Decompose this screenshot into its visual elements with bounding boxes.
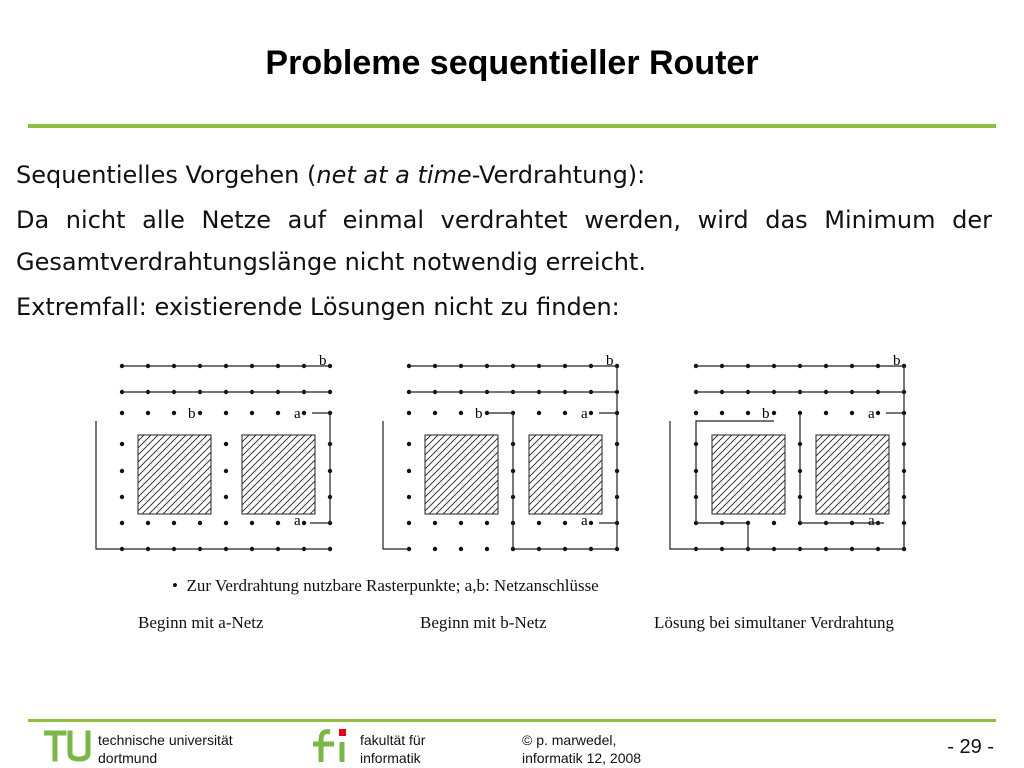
grid-dot — [537, 521, 541, 525]
paragraph-minimum: Da nicht alle Netze auf einmal verdrahtet werden, wird das Minimum der Gesamtverdrahtungslänge nicht notwendig erreicht. — [16, 206, 992, 276]
footer-faculty-line2: informatik — [360, 750, 421, 766]
grid-dot — [276, 521, 280, 525]
footer-university-line1: technische universität — [98, 732, 233, 748]
footer-author-line2: informatik 12, 2008 — [522, 750, 642, 766]
grid-dot — [459, 411, 463, 415]
legend-bullet: • — [172, 576, 178, 595]
grid-dot — [563, 411, 567, 415]
title-divider — [28, 124, 996, 128]
grid-dot — [407, 411, 411, 415]
page-title: Probleme sequentieller Router — [265, 44, 759, 82]
grid-dot — [407, 521, 411, 525]
grid-dot — [772, 411, 776, 415]
footer-divider — [28, 719, 996, 722]
grid-dot — [224, 521, 228, 525]
pin-label-b-mid: b — [188, 406, 196, 422]
pin-label-b-mid: b — [475, 406, 483, 422]
grid-dot — [250, 411, 254, 415]
grid-dot — [146, 521, 150, 525]
blocked-cell-left — [712, 435, 785, 514]
grid-dot — [407, 442, 411, 446]
grid-dot — [563, 521, 567, 525]
grid-dot — [824, 411, 828, 415]
grid-dot — [433, 521, 437, 525]
grid-dot — [120, 495, 124, 499]
grid-dot — [433, 411, 437, 415]
grid-dot — [746, 411, 750, 415]
grid-dot — [172, 521, 176, 525]
paragraph-sequential-italic: net at a time — [316, 161, 472, 189]
grid-dot — [302, 521, 306, 525]
tu-logo-icon — [44, 727, 92, 763]
paragraph-sequential — [16, 155, 992, 195]
grid-dot — [198, 411, 202, 415]
routing-figure — [80, 345, 940, 575]
pin-label-a-low: a — [868, 513, 875, 529]
caption-a-net-first: Beginn mit a-Netz — [138, 613, 264, 632]
pin-label-b-top: b — [606, 353, 614, 369]
pin-label-a-low: a — [581, 513, 588, 529]
grid-dot — [459, 521, 463, 525]
grid-dot — [120, 521, 124, 525]
grid-dot — [224, 442, 228, 446]
grid-dot — [537, 411, 541, 415]
paragraph-sequential-suffix: -Verdrahtung): — [471, 161, 646, 189]
pin-label-a-mid: a — [294, 406, 301, 422]
pin-label-a-mid: a — [868, 406, 875, 422]
paragraph-extreme-case: Extremfall: existierende Lösungen nicht zu finden: — [16, 293, 620, 321]
grid-dot — [120, 411, 124, 415]
figure-legend — [172, 576, 599, 596]
grid-dot — [850, 411, 854, 415]
slide-body — [16, 155, 992, 331]
page-number: - 29 - — [947, 736, 994, 758]
blocked-cell-left — [425, 435, 498, 514]
grid-dot — [589, 411, 593, 415]
grid-dot — [120, 442, 124, 446]
grid-dot — [224, 469, 228, 473]
grid-dot — [433, 547, 437, 551]
footer-university-line2: dortmund — [98, 750, 158, 766]
fi-logo-icon — [310, 726, 354, 764]
grid-dot — [224, 495, 228, 499]
diagram-simultaneous — [670, 353, 906, 551]
grid-dot — [694, 411, 698, 415]
footer-faculty-line1: fakultät für — [360, 732, 426, 748]
footer-university — [98, 731, 233, 767]
grid-dot — [198, 521, 202, 525]
paragraph-sequential-prefix: Sequentielles Vorgehen ( — [16, 161, 317, 189]
footer-faculty — [360, 731, 425, 767]
grid-dot — [146, 411, 150, 415]
blocked-cell-right — [529, 435, 602, 514]
grid-dot — [120, 469, 124, 473]
grid-dot — [276, 411, 280, 415]
grid-dot — [485, 547, 489, 551]
grid-dot — [485, 521, 489, 525]
grid-dot — [876, 411, 880, 415]
pin-label-a-mid: a — [581, 406, 588, 422]
blocked-cell-right — [242, 435, 315, 514]
caption-b-net-first: Beginn mit b-Netz — [420, 613, 547, 632]
diagram-b-net-first — [383, 353, 619, 551]
diagram-a-net-first — [96, 353, 332, 551]
grid-dot — [772, 521, 776, 525]
blocked-cell-left — [138, 435, 211, 514]
grid-dot — [407, 469, 411, 473]
legend-text: Zur Verdrahtung nutzbare Rasterpunkte; a,b: Netzanschlüsse — [186, 576, 599, 595]
pin-label-b-top: b — [893, 353, 901, 369]
pin-label-b-top: b — [319, 353, 327, 369]
pin-label-a-low: a — [294, 513, 301, 529]
grid-dot — [459, 547, 463, 551]
grid-dot — [720, 411, 724, 415]
grid-dot — [250, 521, 254, 525]
grid-dot — [172, 411, 176, 415]
footer-author-line1: © p. marwedel, — [522, 732, 617, 748]
grid-dot — [224, 411, 228, 415]
footer-author — [522, 731, 641, 767]
blocked-cell-right — [816, 435, 889, 514]
grid-dot — [589, 521, 593, 525]
pin-label-b-mid: b — [762, 406, 770, 422]
caption-simultaneous: Lösung bei simultaner Verdrahtung — [654, 613, 895, 632]
grid-dot — [302, 411, 306, 415]
grid-dot — [407, 495, 411, 499]
